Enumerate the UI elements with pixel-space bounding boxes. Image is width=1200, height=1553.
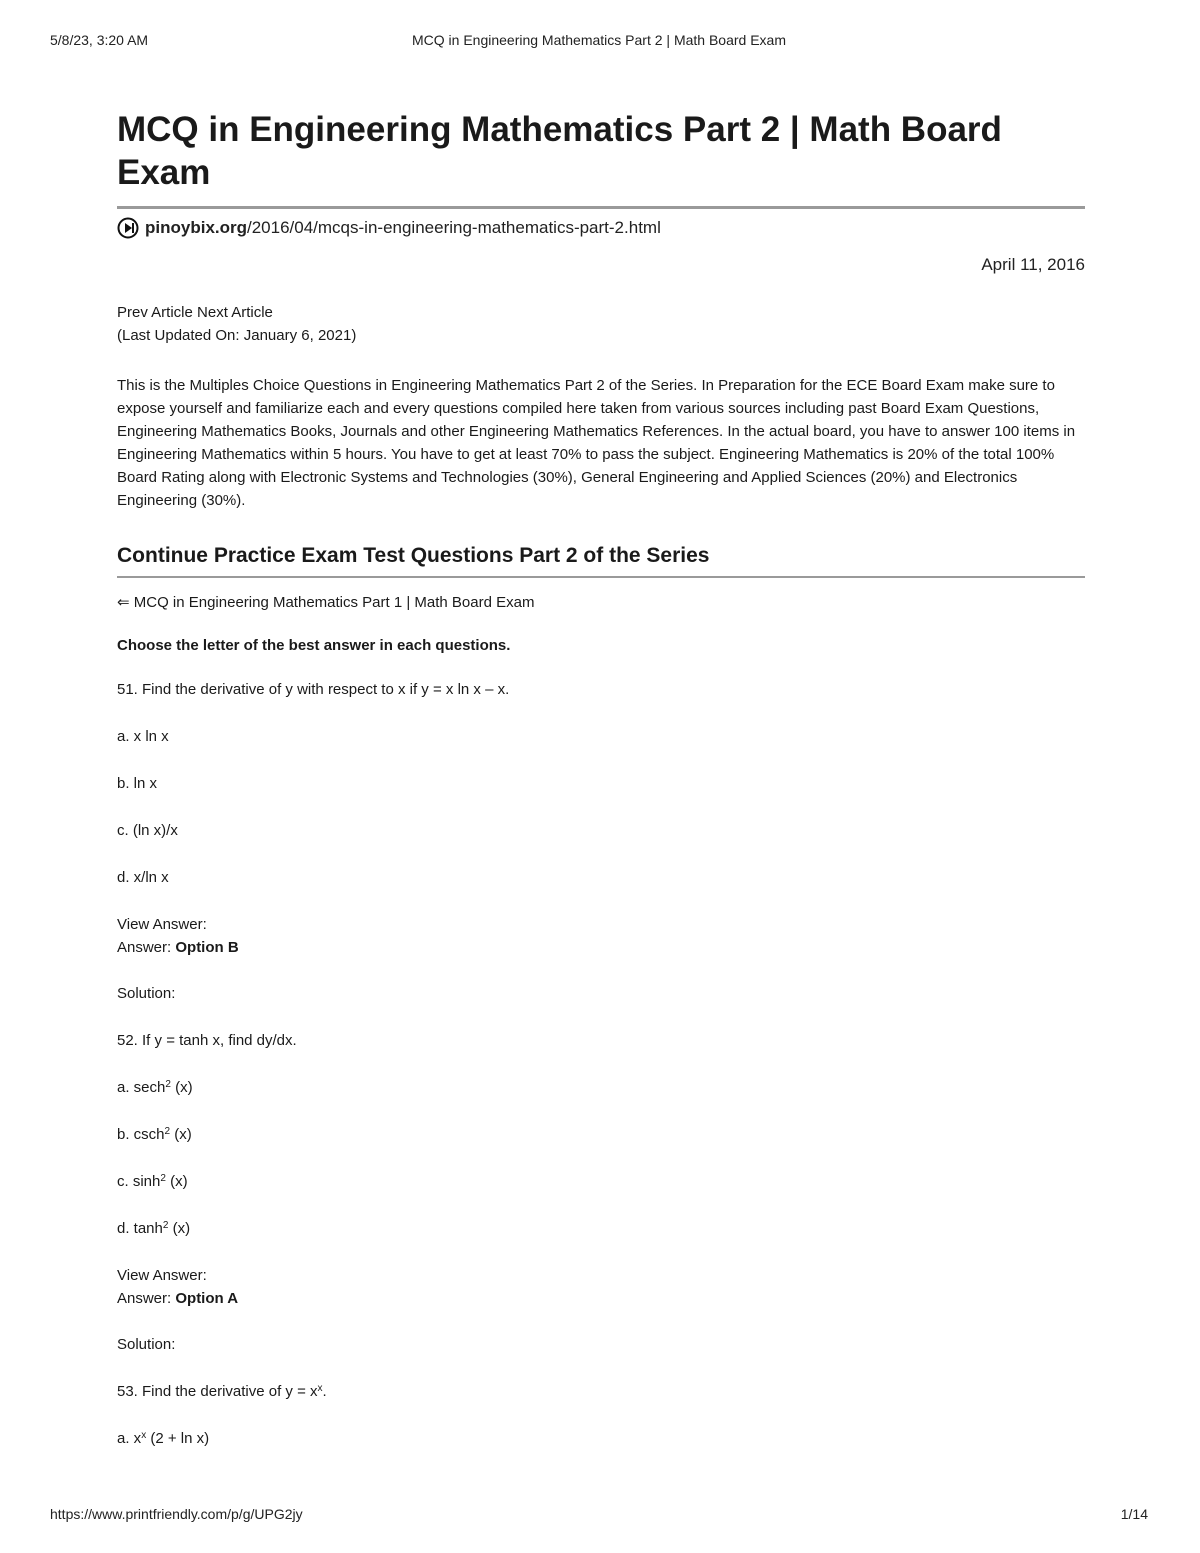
answer-block bbox=[117, 1264, 1085, 1310]
last-updated: (Last Updated On: January 6, 2021) bbox=[117, 327, 357, 344]
forward-link-icon bbox=[117, 217, 139, 239]
option: c. $\sinh^2 (x)$ bbox=[117, 1173, 188, 1190]
option: b. csch$^2$ (x) bbox=[117, 1126, 192, 1143]
answer bbox=[117, 936, 1085, 959]
section-heading: Continue Practice Exam Test Questions Part 2 of the Series bbox=[117, 544, 1085, 578]
answer-value: Option A bbox=[175, 1290, 239, 1307]
article-nav bbox=[117, 301, 1085, 347]
option: b. ln x bbox=[117, 775, 158, 792]
prev-part-link[interactable]: ⇐ MCQ in Engineering Mathematics Part 1 | Math Board Exam bbox=[117, 594, 535, 611]
article-title: MCQ in Engineering Mathematics Part 2 | Math Board Exam bbox=[117, 108, 1085, 209]
option: d. $\tanh^2 (x)$ bbox=[117, 1220, 191, 1237]
intro-paragraph: This is the Multiples Choice Questions in Engineering Mathematics Part 2 of the Series. In Preparation for the ECE Board Exam make sure to expose yourself and familiarize each and every questions compiled here taken from various sources including past Board Exam Questions, Engineering Mathematics Books, Journals and other Engineering Mathematics References. In the actual board, you have to answer 100 items in Engineering Mathematics within 5 hours. You have to get at least 70% to pass the subject. Engineering Mathematics is 20% of the total 100% Board Rating along with Electronic Systems and Technologies (30%), General Engineering and Applied Sciences (20%) and Electronics Engineering (30%). bbox=[117, 377, 1076, 509]
source-domain[interactable]: pinoybix.org bbox=[145, 218, 247, 237]
answer-label: Answer: bbox=[117, 939, 176, 956]
answer-label: Answer: bbox=[117, 1290, 176, 1307]
source-path[interactable]: /2016/04/mcqs-in-engineering-mathematics-part-2.html bbox=[247, 218, 661, 237]
instruction: Choose the letter of the best answer in each questions. bbox=[117, 637, 511, 654]
question-51: 51. Find the derivative of y with respect to x if y = x ln x – x. bbox=[117, 681, 510, 698]
page-number: 1/14 bbox=[1120, 1506, 1148, 1522]
prev-next-links[interactable]: Prev Article Next Article bbox=[117, 304, 273, 321]
source-link[interactable] bbox=[117, 217, 1085, 239]
article bbox=[117, 108, 1085, 1450]
answer-block bbox=[117, 913, 1085, 959]
option: a. x ln x bbox=[117, 728, 169, 745]
question-53: 53. Find the derivative of $y = x^x$. bbox=[117, 1383, 327, 1400]
answer-value: Option B bbox=[175, 939, 239, 956]
question-52: 52. If y = tanh x, find dy/dx. bbox=[117, 1032, 297, 1049]
print-datetime: 5/8/23, 3:20 AM bbox=[50, 32, 149, 48]
option: a. $x^x$ (2 + ln x) bbox=[117, 1430, 210, 1447]
option: a. sech$^2$ (x) bbox=[117, 1079, 193, 1096]
answer bbox=[117, 1287, 1085, 1310]
solution-label: Solution: bbox=[117, 985, 176, 1002]
view-answer-toggle[interactable]: View Answer: bbox=[117, 916, 207, 933]
view-answer-toggle[interactable]: View Answer: bbox=[117, 1267, 207, 1284]
print-page-title: MCQ in Engineering Mathematics Part 2 | Math Board Exam bbox=[411, 32, 786, 48]
print-url: https://www.printfriendly.com/p/g/UPG2jy bbox=[50, 1506, 303, 1522]
solution-label: Solution: bbox=[117, 1336, 176, 1353]
option: c. (ln x)/x bbox=[117, 822, 178, 839]
option: d. x/ln x bbox=[117, 869, 169, 886]
publish-date: April 11, 2016 bbox=[981, 255, 1085, 274]
